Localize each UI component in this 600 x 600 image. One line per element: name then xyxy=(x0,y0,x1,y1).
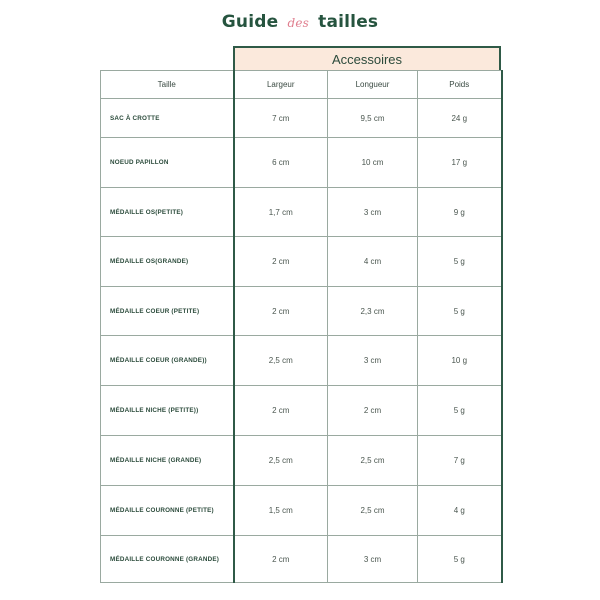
row-poids-cell: 7 g xyxy=(418,436,502,486)
row-name-cell: SAC À CROTTE xyxy=(101,99,234,138)
title-part-guide: Guide xyxy=(221,12,279,32)
row-poids-cell: 4 g xyxy=(418,486,502,536)
row-largeur-cell: 6 cm xyxy=(234,138,328,188)
row-largeur-cell: 7 cm xyxy=(234,99,328,138)
row-poids-cell: 10 g xyxy=(418,336,502,386)
row-largeur-cell: 2 cm xyxy=(234,386,328,436)
row-poids-cell: 5 g xyxy=(418,536,502,583)
row-largeur-cell: 2 cm xyxy=(234,536,328,583)
page-title xyxy=(0,12,600,32)
table-row xyxy=(101,188,502,237)
row-name-cell: MÉDAILLE COEUR (GRANDE)) xyxy=(101,336,234,386)
row-longueur-cell: 2,3 cm xyxy=(328,287,418,336)
table-row xyxy=(101,336,502,386)
row-longueur-cell: 2,5 cm xyxy=(328,436,418,486)
row-largeur-cell: 2 cm xyxy=(234,287,328,336)
row-poids-cell: 17 g xyxy=(418,138,502,188)
row-largeur-cell: 1,5 cm xyxy=(234,486,328,536)
row-poids-cell: 5 g xyxy=(418,287,502,336)
row-poids-cell: 5 g xyxy=(418,237,502,287)
table-row xyxy=(101,287,502,336)
row-name-cell: MÉDAILLE NICHE (GRANDE) xyxy=(101,436,234,486)
row-longueur-cell: 10 cm xyxy=(328,138,418,188)
row-name-cell: MÉDAILLE OS(PETITE) xyxy=(101,188,234,237)
column-header-largeur: Largeur xyxy=(234,71,328,99)
size-table xyxy=(100,70,503,583)
row-longueur-cell: 2 cm xyxy=(328,386,418,436)
column-header-taille: Taille xyxy=(101,71,234,99)
title-part-des: des xyxy=(287,16,309,30)
row-largeur-cell: 2 cm xyxy=(234,237,328,287)
row-name-cell: MÉDAILLE COURONNE (GRANDE) xyxy=(101,536,234,583)
row-name-cell: MÉDAILLE OS(GRANDE) xyxy=(101,237,234,287)
column-header-poids: Poids xyxy=(418,71,502,99)
title-part-tailles: tailles xyxy=(318,12,379,32)
row-poids-cell: 24 g xyxy=(418,99,502,138)
row-name-cell: MÉDAILLE NICHE (PETITE)) xyxy=(101,386,234,436)
row-longueur-cell: 3 cm xyxy=(328,536,418,583)
row-poids-cell: 5 g xyxy=(418,386,502,436)
row-largeur-cell: 1,7 cm xyxy=(234,188,328,237)
column-header-longueur: Longueur xyxy=(328,71,418,99)
row-longueur-cell: 3 cm xyxy=(328,188,418,237)
table-row xyxy=(101,99,502,138)
row-poids-cell: 9 g xyxy=(418,188,502,237)
table-row xyxy=(101,436,502,486)
section-header-accessoires: Accessoires xyxy=(233,46,501,71)
row-longueur-cell: 9,5 cm xyxy=(328,99,418,138)
table-row xyxy=(101,138,502,188)
row-name-cell: NOEUD PAPILLON xyxy=(101,138,234,188)
table-row xyxy=(101,486,502,536)
table-row xyxy=(101,386,502,436)
row-largeur-cell: 2,5 cm xyxy=(234,436,328,486)
table-row xyxy=(101,237,502,287)
row-name-cell: MÉDAILLE COEUR (PETITE) xyxy=(101,287,234,336)
row-name-cell: MÉDAILLE COURONNE (PETITE) xyxy=(101,486,234,536)
row-longueur-cell: 3 cm xyxy=(328,336,418,386)
row-longueur-cell: 2,5 cm xyxy=(328,486,418,536)
row-largeur-cell: 2,5 cm xyxy=(234,336,328,386)
row-longueur-cell: 4 cm xyxy=(328,237,418,287)
table-row xyxy=(101,536,502,583)
table-header-row xyxy=(101,71,502,99)
